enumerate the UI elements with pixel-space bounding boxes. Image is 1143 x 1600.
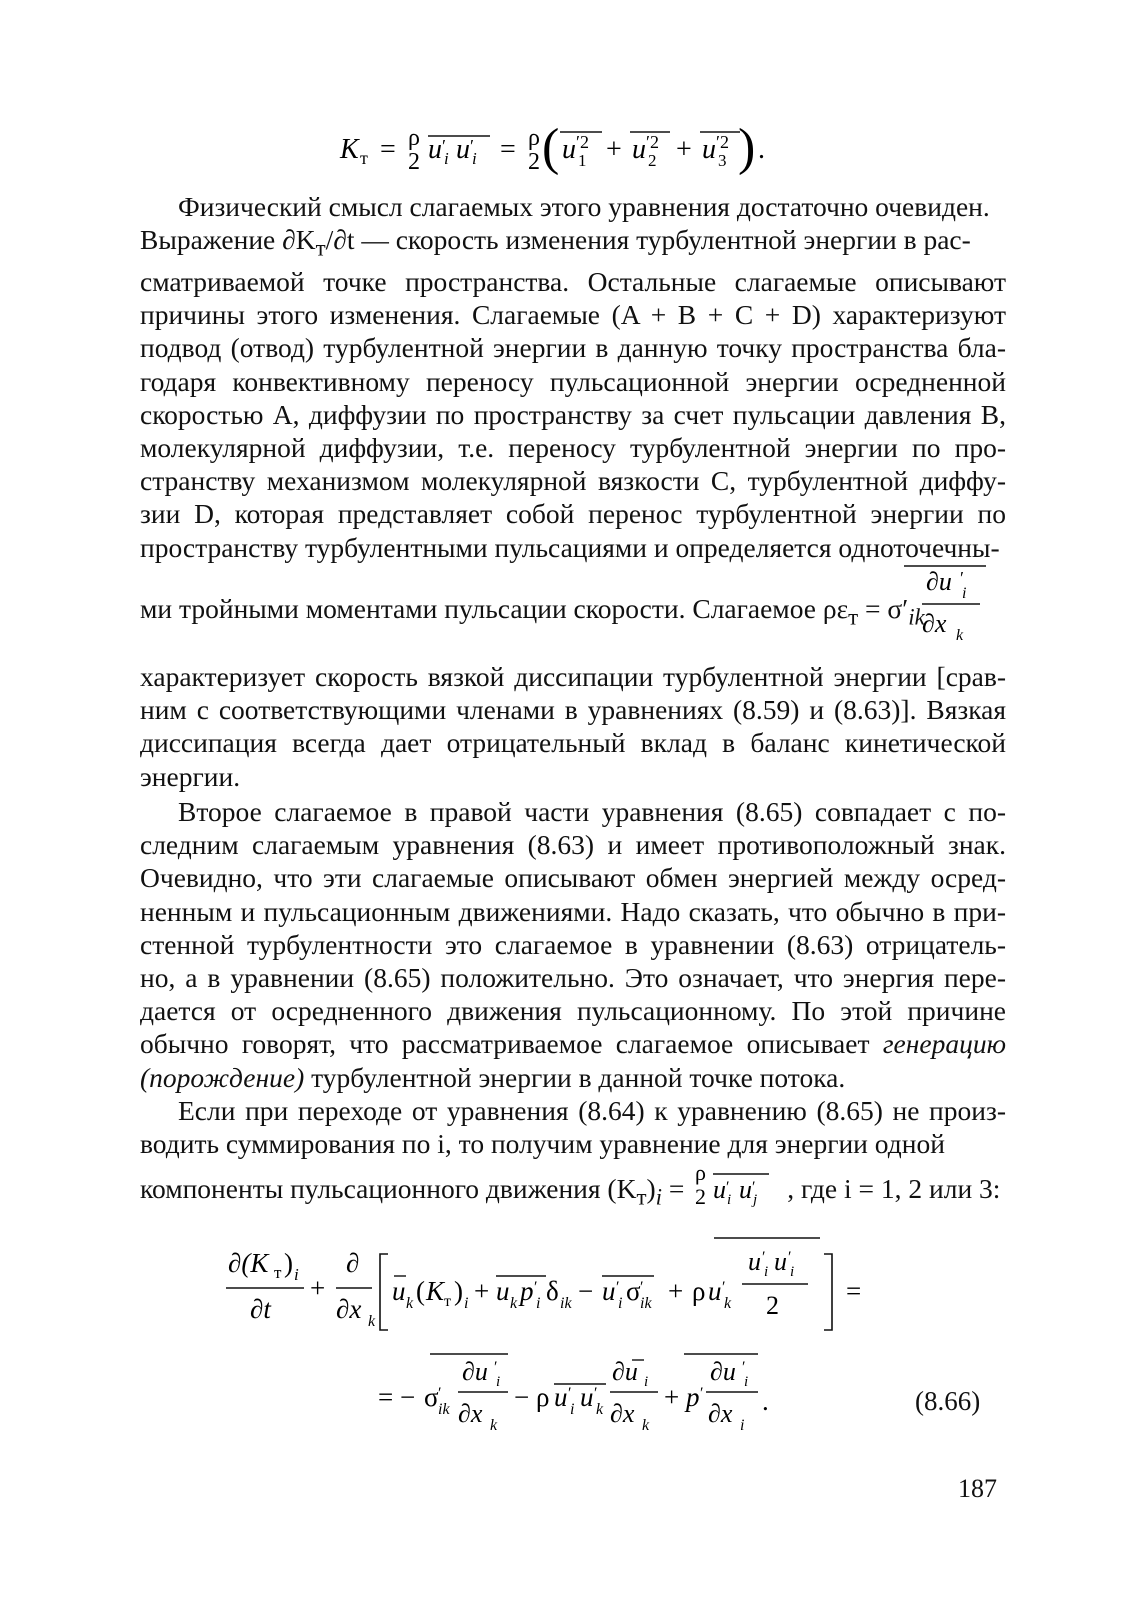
svg-text:u: u — [748, 1247, 761, 1276]
svg-text:∂(K: ∂(K — [228, 1248, 269, 1278]
subscript: ik — [908, 604, 925, 630]
svg-text:∂: ∂ — [346, 1248, 360, 1278]
svg-text:′: ′ — [960, 568, 964, 588]
svg-text:i: i — [962, 585, 967, 602]
svg-text:): ) — [738, 119, 756, 176]
epsilon-line — [140, 592, 1006, 634]
paragraph-line — [140, 223, 1006, 265]
svg-text:′: ′ — [442, 136, 446, 156]
svg-text:k: k — [596, 1401, 604, 1418]
svg-text:+: + — [664, 1382, 680, 1412]
svg-text:2: 2 — [695, 1184, 706, 1209]
svg-text:k: k — [510, 1295, 518, 1312]
paragraph-body: характеризует скорость вязкой диссипации турбулентной энергии [срав- ним с соответствующими членами в уравнениях (8.59) и (8.63)]. Вязкая диссипация всегда дает отрицательный вклад в баланс кинетической энергии. — [140, 661, 1006, 792]
paragraph-physical-meaning — [140, 190, 1006, 564]
svg-text:ρ: ρ — [528, 125, 540, 151]
svg-text:K: K — [340, 134, 359, 165]
svg-text:(: ( — [542, 119, 560, 176]
svg-text:ρ: ρ — [692, 1276, 706, 1306]
paragraph-body: сматриваемой точке пространства. Остальные слагаемые описывают причины этого изменения. Слагаемые (A + B + C + D) характеризуют подвод (отвод) турбулентной энергии в данную точку пространства бла- годаря конвективному переносу пульсационной энергии осредненной скоростью A, диффузии по пространству за счет пульсации давления B, молекулярной диффузии, т.е. переносу турбулентной энергии по про- странству механизмом молекулярной вязкости C, турбулентной диффу- зии D, которая представляет собой перенос турбулентной энергии по пространству турбулентными пульсациями и определяется одноточечны- — [140, 265, 1006, 563]
svg-text:∂t: ∂t — [250, 1294, 271, 1324]
svg-text:т: т — [444, 1293, 451, 1310]
svg-text:u: u — [632, 134, 646, 165]
svg-text:′: ′ — [534, 1279, 538, 1296]
svg-text:i: i — [740, 1417, 745, 1434]
svg-text:′: ′ — [726, 1179, 730, 1196]
svg-text:ρ: ρ — [408, 125, 420, 151]
svg-text:′: ′ — [470, 136, 474, 156]
text-fragment: Второе слагаемое в правой части уравнения (8.65) совпадает с по- следним слагаемым уравнения (8.63) и имеет противоположный знак. Очевидно, что эти слагаемые описывают обмен энергией между осред- ненным и пульсационным движениями. Надо сказать, что обычно в при- стенной турбулентности это слагаемое в уравнении (8.63) отрицатель- но, а в уравнении (8.65) положительно. Это означает, что энергия пере- дается от осредненного движения пульсационному. По этой причине обычно говорят, что рассматриваемое слагаемое описывает — [140, 796, 1006, 1060]
svg-text:=: = — [846, 1276, 862, 1306]
svg-text:∂u: ∂u — [462, 1357, 488, 1386]
text-fragment: Выражение ∂K — [140, 224, 316, 256]
svg-text:ik: ik — [438, 1401, 450, 1418]
svg-text:i: i — [464, 1295, 469, 1312]
svg-text:2: 2 — [648, 151, 657, 170]
svg-text:=: = — [380, 134, 396, 165]
svg-text:u: u — [713, 1175, 726, 1204]
svg-text:u: u — [456, 134, 470, 165]
svg-text:u: u — [554, 1382, 568, 1412]
svg-text:u: u — [708, 1276, 722, 1306]
svg-text:′2: ′2 — [646, 132, 659, 152]
svg-text:i: i — [644, 1374, 649, 1390]
text-fragment: ми тройными моментами пульсации скорости. Слагаемое ρε — [140, 593, 849, 624]
svg-text:j: j — [753, 1192, 758, 1208]
svg-text:ik: ik — [640, 1295, 652, 1312]
svg-text:.: . — [762, 1386, 769, 1416]
svg-text:+: + — [474, 1276, 490, 1306]
equation-kt-definition — [340, 112, 780, 189]
svg-text:′2: ′2 — [576, 132, 589, 152]
inline-fraction-rho-uiuj — [693, 1160, 783, 1227]
svg-text:i: i — [496, 1374, 501, 1390]
paragraph-body — [140, 795, 1006, 1094]
italic-term: генерацию (порождение) — [140, 1028, 1006, 1093]
svg-text:k: k — [368, 1313, 376, 1330]
paragraph-line: Физический смысл слагаемых этого уравнения достаточно очевиден. — [178, 191, 990, 222]
text-fragment: компоненты пульсационного движения (K — [140, 1173, 637, 1204]
svg-text:i: i — [472, 149, 477, 168]
svg-text:=: = — [500, 134, 516, 165]
svg-text:): ) — [284, 1248, 293, 1278]
svg-text:т: т — [360, 148, 368, 168]
svg-text:p: p — [520, 1276, 534, 1306]
svg-text:i: i — [790, 1264, 795, 1280]
svg-text:′: ′ — [494, 1359, 498, 1376]
svg-text:u: u — [428, 134, 442, 165]
svg-text:′: ′ — [752, 1179, 756, 1196]
svg-text:∂x: ∂x — [922, 609, 947, 638]
svg-text:+: + — [310, 1273, 326, 1303]
equation-8-66-line-1 — [222, 1230, 882, 1347]
svg-text:i: i — [764, 1264, 769, 1280]
svg-text:+: + — [668, 1276, 684, 1306]
svg-text:u: u — [580, 1382, 594, 1412]
svg-text:): ) — [454, 1276, 463, 1306]
svg-text:−: − — [578, 1276, 594, 1306]
text-fragment: турбулентной энергии в данной точке потока. — [304, 1061, 846, 1093]
svg-text:т: т — [274, 1263, 282, 1282]
svg-text:u: u — [496, 1276, 510, 1306]
paragraph-energy-exchange — [140, 795, 1006, 1094]
svg-text:(: ( — [416, 1276, 425, 1306]
svg-text:′: ′ — [640, 1279, 644, 1296]
svg-text:K: K — [426, 1276, 445, 1306]
svg-text:k: k — [642, 1417, 650, 1434]
svg-text:i: i — [727, 1192, 732, 1208]
svg-text:ik: ik — [560, 1295, 572, 1312]
subscript: i — [655, 1184, 662, 1210]
svg-text:i: i — [294, 1265, 299, 1284]
svg-text:k: k — [406, 1295, 414, 1312]
subscript: т — [315, 235, 326, 261]
svg-text:∂x: ∂x — [336, 1294, 362, 1324]
equation-number: (8.66) — [915, 1386, 981, 1416]
svg-text:2: 2 — [408, 149, 420, 175]
text-fragment: = — [662, 1173, 692, 1204]
svg-text:+: + — [606, 134, 622, 165]
svg-text:k: k — [724, 1295, 732, 1312]
svg-text:′: ′ — [438, 1385, 442, 1402]
svg-text:i: i — [570, 1401, 575, 1418]
svg-text:u: u — [602, 1276, 616, 1306]
text-fragment: /∂t — скорость изменения турбулентной энергии в рас- — [325, 224, 971, 256]
paragraph-component-energy — [140, 1094, 1006, 1160]
svg-text:′: ′ — [568, 1385, 572, 1402]
svg-text:p: p — [686, 1382, 700, 1412]
paragraph-body: Если при переходе от уравнения (8.64) к уравнению (8.65) не произ- водить суммирования по i, то получим уравнение для энергии одной — [140, 1095, 1006, 1160]
paragraph-line — [140, 592, 1006, 634]
svg-text:u: u — [739, 1175, 752, 1204]
fraction-dui-dxk — [900, 560, 990, 657]
svg-text:1: 1 — [578, 151, 587, 170]
page-number: 187 — [958, 1474, 997, 1503]
paragraph-dissipation — [140, 660, 1006, 793]
subscript: т — [636, 1184, 647, 1210]
subscript: т — [848, 604, 859, 630]
svg-text:u: u — [774, 1247, 787, 1276]
svg-text:′: ′ — [616, 1279, 620, 1296]
svg-text:′: ′ — [762, 1249, 766, 1266]
svg-text:i: i — [744, 1374, 749, 1390]
text-fragment: = σ′ — [858, 593, 909, 624]
svg-text:′: ′ — [742, 1359, 746, 1376]
svg-text:u: u — [392, 1276, 406, 1306]
svg-text:i: i — [536, 1295, 541, 1312]
svg-text:′2: ′2 — [716, 132, 729, 152]
svg-text:ρ: ρ — [695, 1160, 706, 1185]
text-fragment: ) — [646, 1173, 656, 1204]
svg-text:3: 3 — [718, 151, 727, 170]
svg-text:∂x: ∂x — [708, 1399, 733, 1428]
svg-text:u: u — [702, 134, 716, 165]
svg-text:σ: σ — [424, 1382, 439, 1412]
svg-text:= −: = − — [378, 1382, 416, 1412]
svg-text:i: i — [618, 1295, 623, 1312]
svg-text:k: k — [490, 1417, 498, 1434]
svg-text:∂x: ∂x — [458, 1399, 483, 1428]
svg-text:∂u: ∂u — [710, 1357, 736, 1386]
svg-text:′: ′ — [594, 1385, 598, 1402]
svg-text:− ρ: − ρ — [514, 1382, 550, 1412]
svg-text:k: k — [956, 627, 964, 644]
component-line — [140, 1172, 1006, 1214]
svg-text:+: + — [676, 134, 692, 165]
equation-8-66-line-2 — [378, 1340, 798, 1457]
svg-text:δ: δ — [546, 1276, 559, 1306]
svg-text:2: 2 — [528, 149, 540, 175]
svg-text:2: 2 — [766, 1291, 779, 1320]
svg-text:u: u — [562, 134, 576, 165]
svg-text:i: i — [444, 149, 449, 168]
svg-text:′: ′ — [788, 1249, 792, 1266]
svg-text:σ: σ — [626, 1276, 641, 1306]
paragraph-line — [140, 1172, 1006, 1214]
svg-text:∂x: ∂x — [610, 1399, 635, 1428]
text-fragment: , где i = 1, 2 или 3: — [787, 1173, 1001, 1204]
svg-text:∂u: ∂u — [612, 1357, 638, 1386]
svg-text:′: ′ — [722, 1279, 726, 1296]
svg-text:∂u: ∂u — [926, 567, 952, 596]
svg-text:.: . — [758, 134, 765, 165]
svg-text:′: ′ — [700, 1385, 704, 1402]
